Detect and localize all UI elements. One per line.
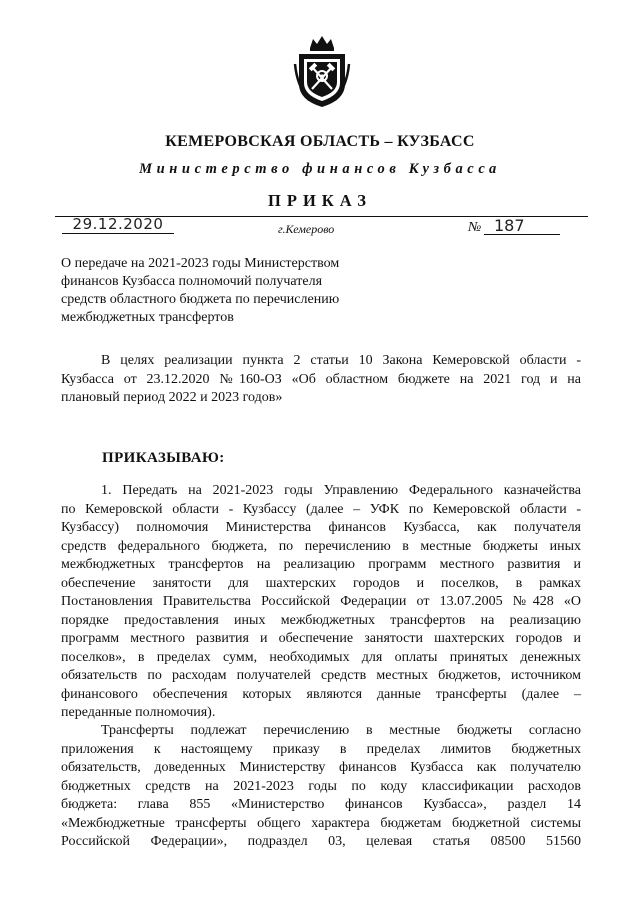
paragraph-1 xyxy=(61,482,581,723)
paragraph-line: обязательств, доведенных Министерству финансов Кузбасса как получателю xyxy=(61,760,581,775)
document-city: г.Кемерово xyxy=(278,222,335,236)
preamble-line: В целях реализации пункта 2 статьи 10 Закона Кемеровской области - xyxy=(101,353,581,368)
ministry-name: Министерство финансов Кузбасса xyxy=(139,161,501,177)
paragraph-line: обязательств по расходам получателей средств местных бюджетов, источником xyxy=(61,668,581,683)
paragraph-line: поселков», в пределах сумм, необходимых для оплаты принятых денежных xyxy=(61,649,581,665)
paragraph-line: обеспечение занятости для шахтерских городов и поселков, в рамках xyxy=(61,575,581,591)
document-subject xyxy=(61,255,381,327)
paragraph-line: Российской Федерации», подраздел 03, целевая статья 08500 51560 xyxy=(61,834,581,849)
date-underline xyxy=(62,233,174,234)
subject-line: О передаче на 2021-2023 годы Министерством xyxy=(61,256,340,271)
paragraph-line: бюджетных средств на 2021-2023 годы по коду классификации расходов xyxy=(61,778,581,794)
paragraph-line: Постановления Правительства Российской Федерации от 13.07.2005 №428 «О xyxy=(61,594,581,609)
paragraph-line: переданные полномочия). xyxy=(61,705,216,720)
document-number: 187 xyxy=(494,216,525,235)
number-label: № xyxy=(468,220,482,235)
paragraph-line: средств федерального бюджета, по перечислению в местные бюджеты иных xyxy=(61,538,581,554)
paragraph-line: межбюджетных трансфертов на реализацию программ местного развития и xyxy=(61,557,581,572)
organization-title: КЕМЕРОВСКАЯ ОБЛАСТЬ – КУЗБАСС xyxy=(165,133,475,150)
subject-line: межбюджетных трансфертов xyxy=(61,310,234,325)
paragraph-2 xyxy=(61,722,581,852)
directive-heading: ПРИКАЗЫВАЮ: xyxy=(102,450,225,466)
preamble-line: плановый период 2022 и 2023 годов» xyxy=(61,390,283,405)
paragraph-line: 1. Передать на 2021-2023 годы Управлению Федерального казначейства xyxy=(101,483,581,498)
paragraph-line: Кузбассу) полномочия Министерства финансов Кузбасса, как получателя xyxy=(61,520,581,535)
number-underline xyxy=(484,234,560,235)
paragraph-line: бюджета: глава 855 «Министерство финансов Кузбасса», раздел 14 xyxy=(61,797,581,812)
paragraph-line: «Межбюджетные трансферты общего характера бюджетам бюджетной системы xyxy=(61,815,581,831)
paragraph-line: порядке предоставления иных межбюджетных трансфертов на реализацию xyxy=(61,612,581,628)
subject-line: средств областного бюджета по перечислению xyxy=(61,292,340,307)
subject-line: финансов Кузбасса полномочий получателя xyxy=(61,274,323,289)
preamble xyxy=(61,352,581,408)
document-type: ПРИКАЗ xyxy=(268,191,372,210)
paragraph-line: программ местного развития и обеспечение занятости шахтерских городов и xyxy=(61,631,581,646)
preamble-line: Кузбасса от 23.12.2020 №160-ОЗ «Об областном бюджете на 2021 год и на xyxy=(61,371,581,387)
paragraph-line: Трансферты подлежат перечислению в местные бюджеты согласно xyxy=(101,723,581,738)
paragraph-line: по Кемеровской области - Кузбассу (далее – УФК по Кемеровской области - xyxy=(61,501,581,517)
paragraph-line: финансового обеспечения которых являются данные трансферты (далее – xyxy=(61,686,581,702)
document-date: 29.12.2020 xyxy=(72,215,164,233)
coat-of-arms-icon xyxy=(293,34,351,108)
paragraph-line: приложения к настоящему приказу в пределах лимитов бюджетных xyxy=(61,741,581,757)
